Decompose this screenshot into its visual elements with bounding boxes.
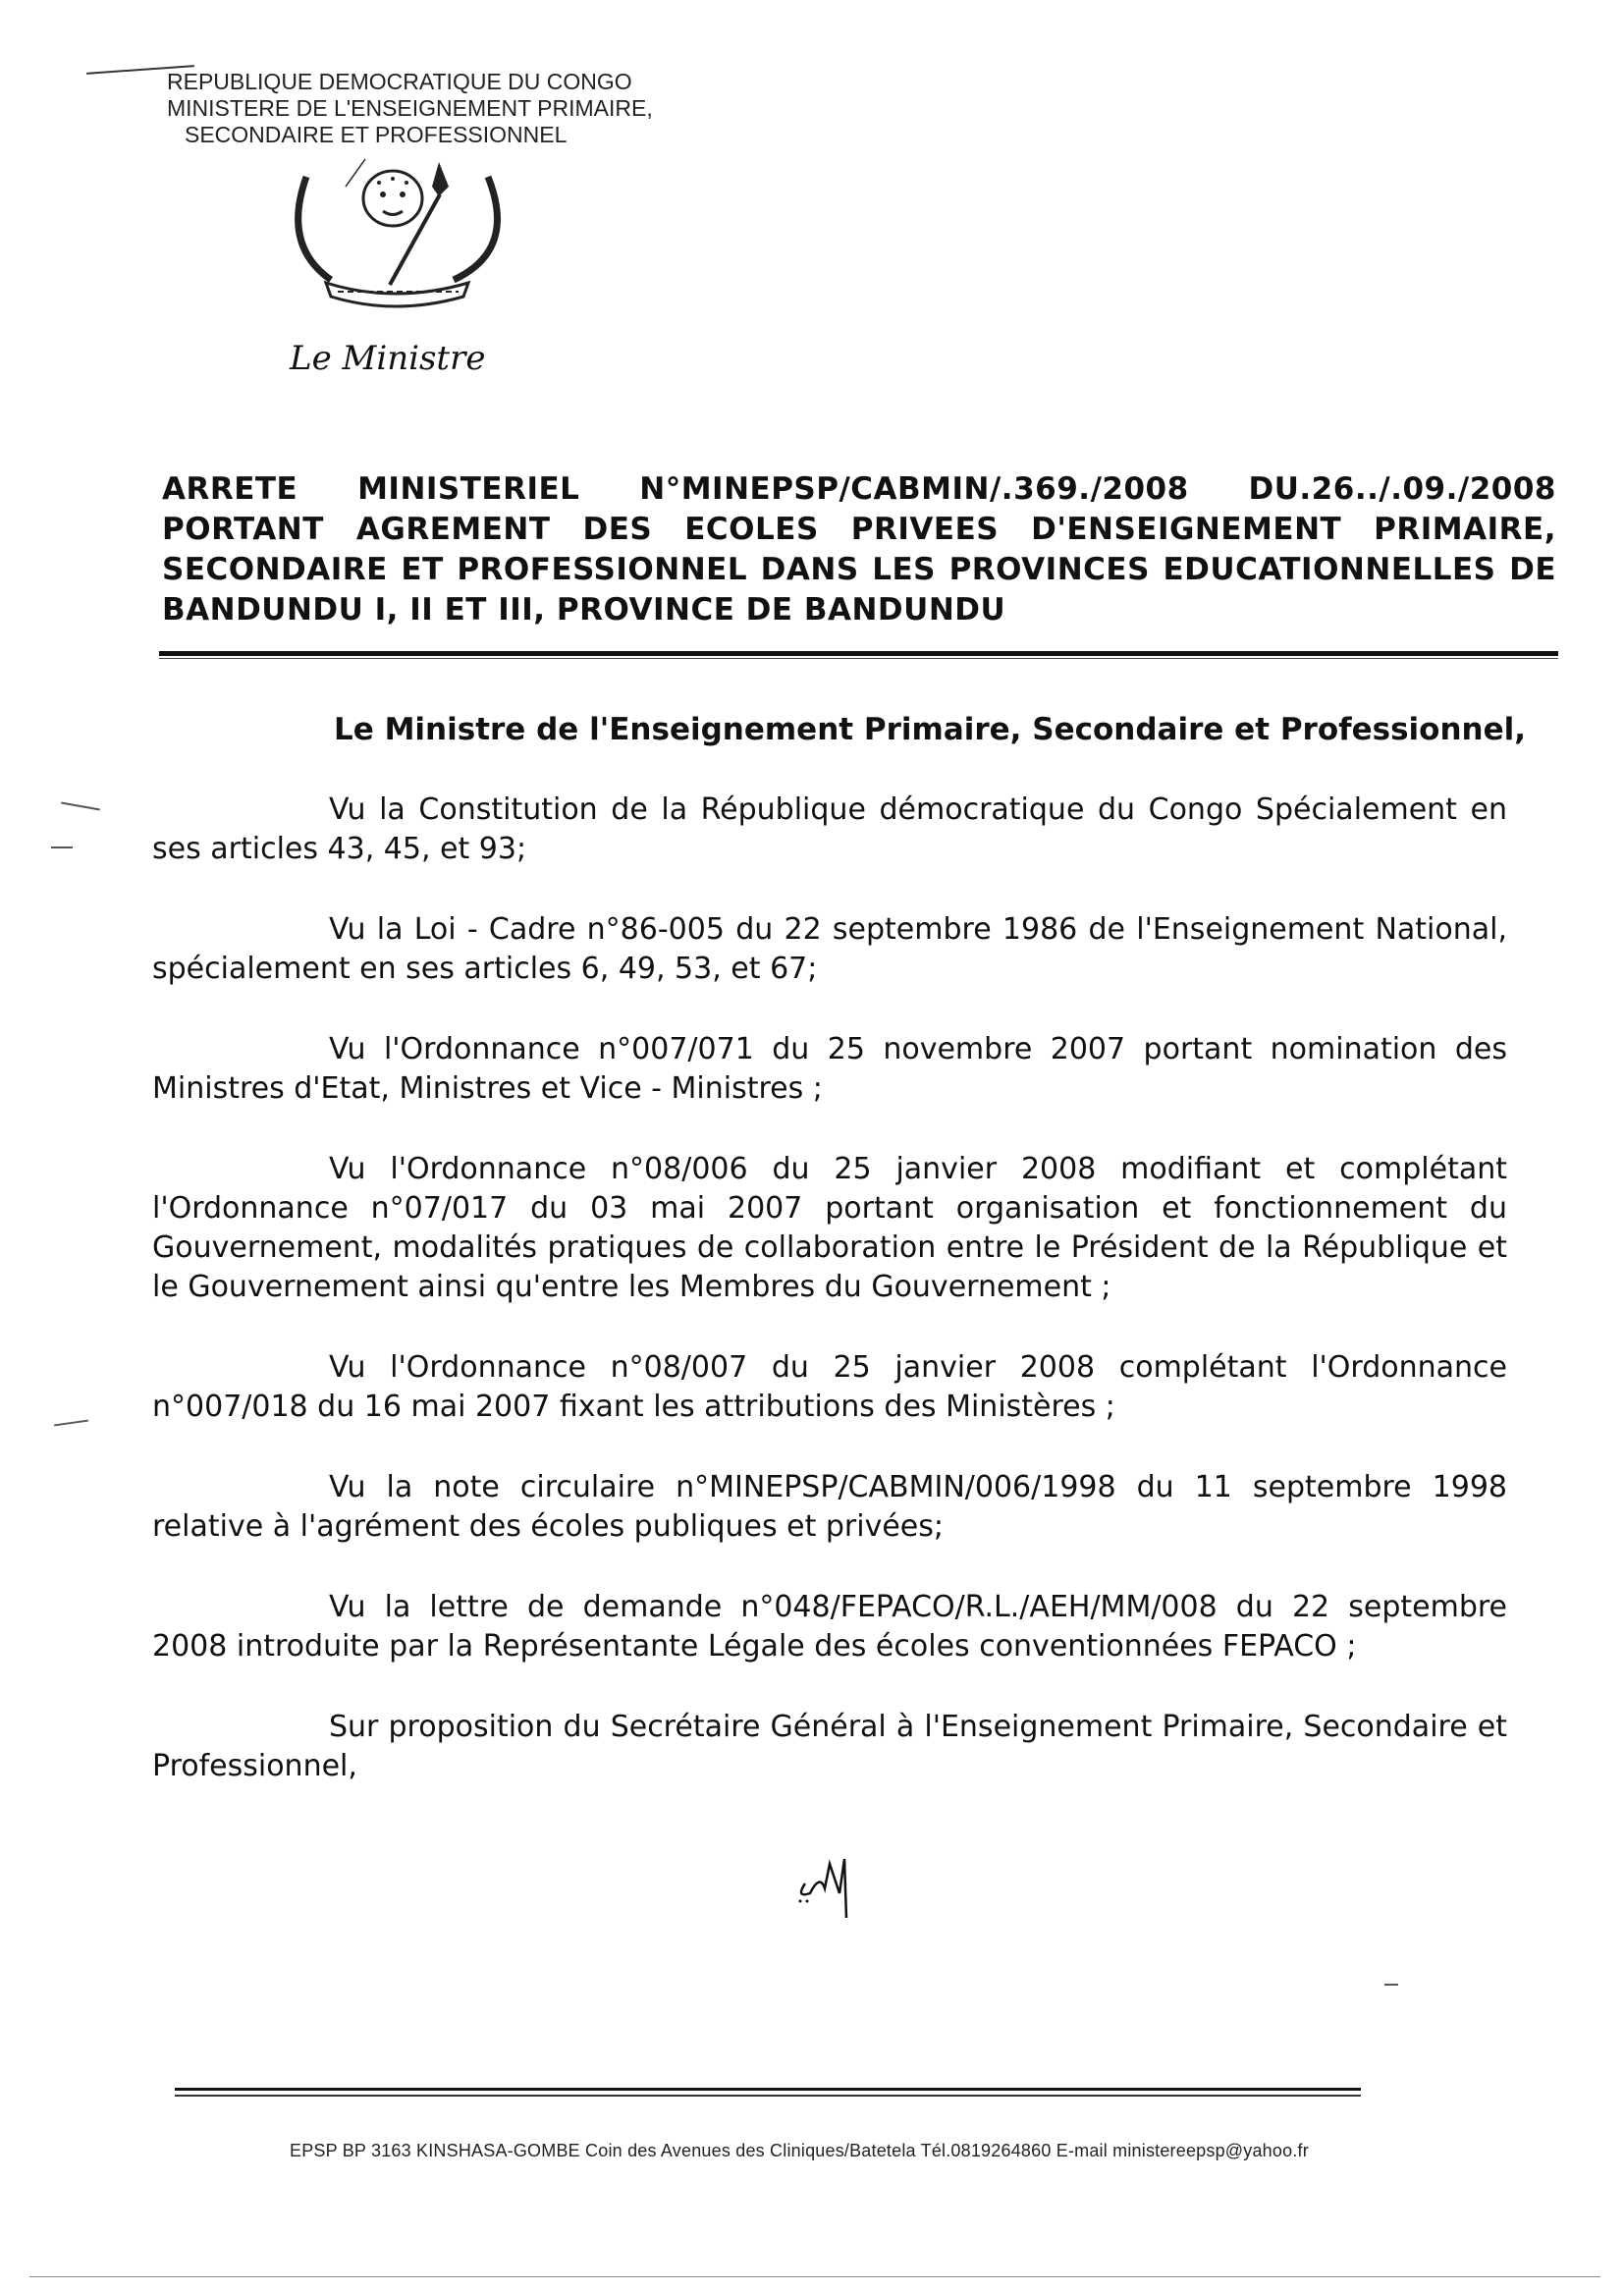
decree-number: N°MINEPSP/CABMIN/.369./2008 <box>639 471 1189 507</box>
decree-title <box>162 469 1556 630</box>
preamble <box>152 791 1507 1828</box>
footer-address: EPSP BP 3163 KINSHASA-GOMBE Coin des Avenues des Cliniques/Batetela Tél.0819264860 E-mail ministereepsp@yahoo.fr <box>290 2141 1309 2160</box>
signatory-title: Le Ministre <box>290 339 486 378</box>
preamble-note-circulaire: Vu la note circulaire n°MINEPSP/CABMIN/006/1998 du 11 septembre 1998 relative à l'agrément des écoles publiques et privées; <box>152 1470 1507 1544</box>
title-divider-thin <box>159 658 1558 659</box>
preamble-lettre-demande: Vu la lettre de demande n°048/FEPACO/R.L./AEH/MM/008 du 22 septembre 2008 introduite par la Représentante Légale des écoles conventionnées FEPACO ; <box>152 1590 1507 1664</box>
preamble-loi-cadre: Vu la Loi - Cadre n°86-005 du 22 septembre 1986 de l'Enseignement National, spécialement en ses articles 6, 49, 53, et 67; <box>152 912 1507 986</box>
margin-mark <box>1384 1984 1398 1986</box>
margin-mark <box>54 1420 88 1427</box>
minister-heading: Le Ministre de l'Enseignement Primaire, Secondaire et Professionnel, <box>334 712 1527 747</box>
title-word-ministeriel: MINISTERIEL <box>357 471 580 507</box>
margin-mark <box>51 846 73 848</box>
decree-date: DU.26../.09./2008 <box>1248 471 1556 507</box>
initials-signature <box>785 1844 874 1923</box>
footer-divider-thin <box>175 2095 1361 2097</box>
preamble-ordonnance-071: Vu l'Ordonnance n°007/071 du 25 novembre 2007 portant nomination des Ministres d'Etat, Ministres et Vice - Ministres ; <box>152 1032 1507 1106</box>
letterhead-ministry: MINISTERE DE L'ENSEIGNEMENT PRIMAIRE, <box>167 95 653 121</box>
decree-subject: PORTANT AGREMENT DES ECOLES PRIVEES D'ENSEIGNEMENT PRIMAIRE, SECONDAIRE ET PROFESSIONNEL DANS LES PROVINCES EDUCATIONNELLES DE BANDUNDU I, II ET III, PROVINCE DE BANDUNDU <box>162 512 1556 628</box>
preamble-ordonnance-007: Vu l'Ordonnance n°08/007 du 25 janvier 2008 complétant l'Ordonnance n°007/018 du 16 mai 2007 fixant les attributions des Ministères ; <box>152 1350 1507 1424</box>
scan-edge <box>29 2276 1600 2277</box>
preamble-proposition: Sur proposition du Secrétaire Général à l'Enseignement Primaire, Secondaire et Professionnel, <box>152 1710 1507 1783</box>
letterhead-country: REPUBLIQUE DEMOCRATIQUE DU CONGO <box>167 69 632 94</box>
preamble-constitution: Vu la Constitution de la République démocratique du Congo Spécialement en ses articles 43, 45, et 93; <box>152 792 1507 866</box>
footer-divider <box>175 2088 1361 2091</box>
margin-mark <box>61 802 100 811</box>
letterhead-ministry-cont: SECONDAIRE ET PROFESSIONNEL <box>185 122 568 147</box>
title-divider <box>159 651 1558 656</box>
title-word-arrete: ARRETE <box>162 471 298 507</box>
letterhead <box>167 69 653 148</box>
preamble-ordonnance-006: Vu l'Ordonnance n°08/006 du 25 janvier 2008 modifiant et complétant l'Ordonnance n°07/017 du 03 mai 2007 portant organisation et fonctionnement du Gouvernement, modalités pratiques de collaboration entre le Président de la République et le Gouvernement ainsi qu'entre les Membres du Gouvernement ; <box>152 1152 1507 1304</box>
coat-of-arms-emblem <box>277 157 522 319</box>
